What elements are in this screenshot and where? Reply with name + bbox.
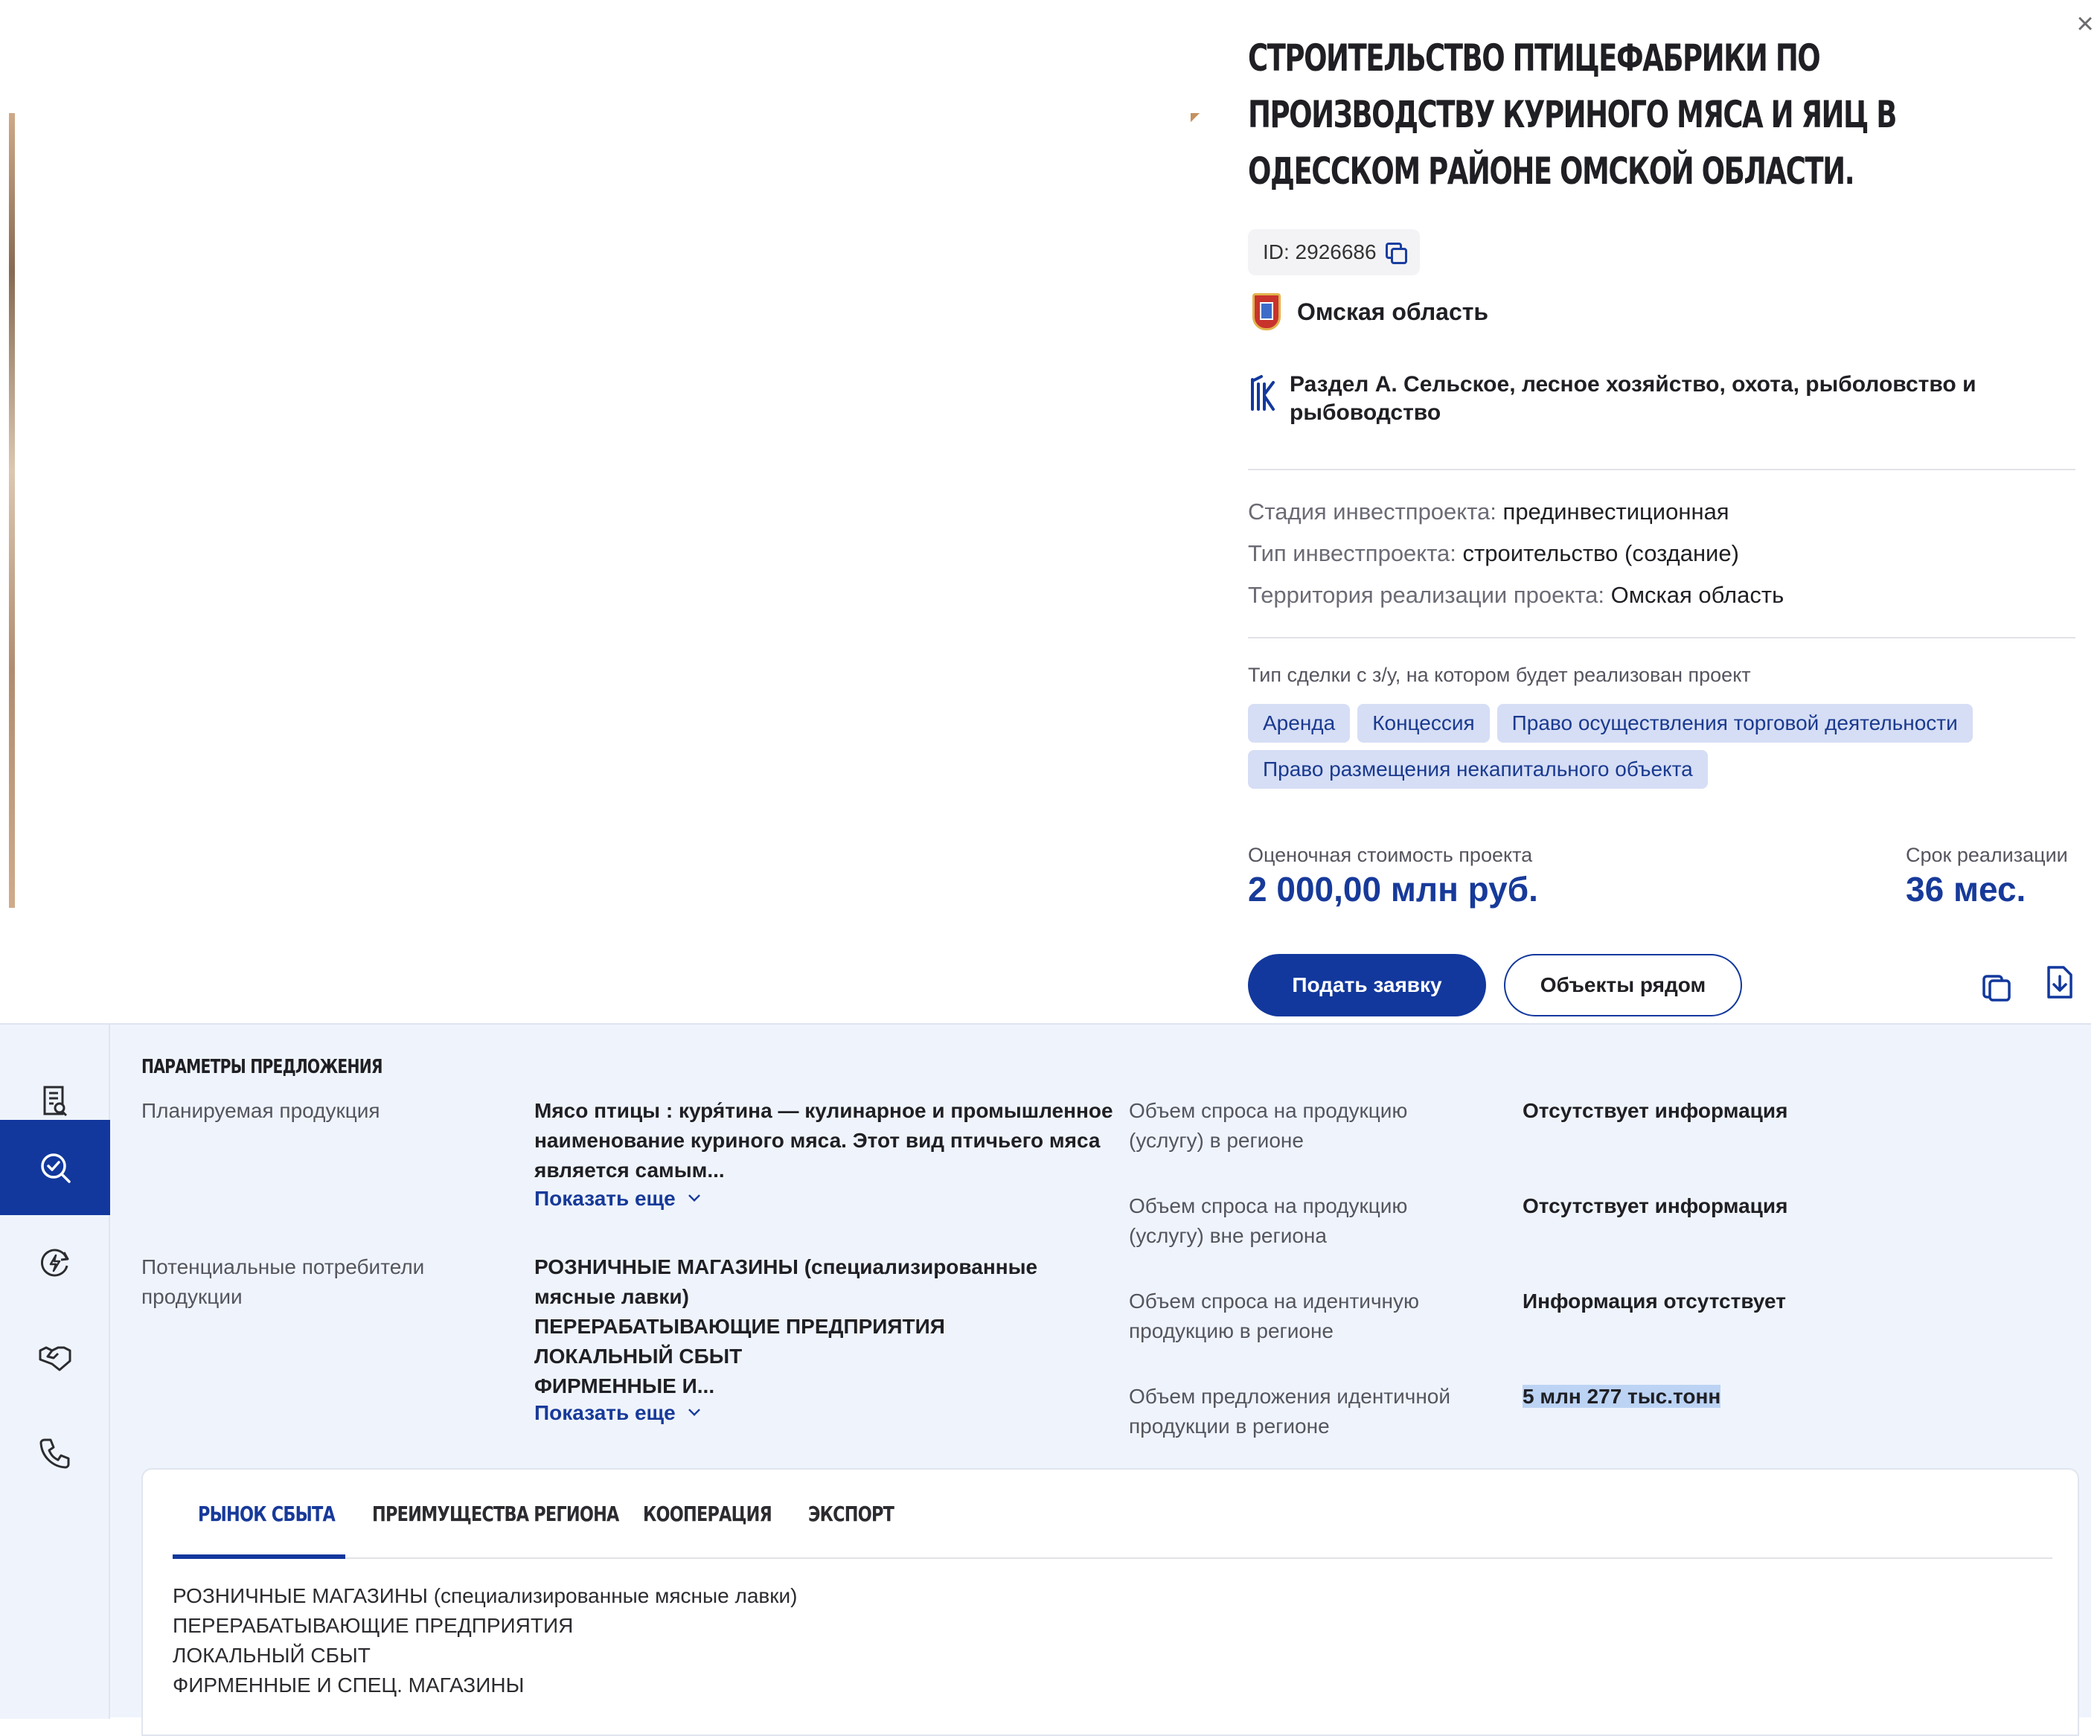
tab-market[interactable]: РЫНОК СБЫТА xyxy=(198,1502,336,1526)
deal-chip: Аренда xyxy=(1248,704,1350,743)
deal-chip: Концессия xyxy=(1357,704,1489,743)
tab-export[interactable]: ЭКСПОРТ xyxy=(808,1502,894,1526)
project-info xyxy=(1248,30,2075,996)
project-id-chip[interactable] xyxy=(1248,229,1420,275)
details-panel xyxy=(0,1023,2091,1717)
download-icon[interactable] xyxy=(2044,964,2074,1000)
supply-identical-value: 5 млн 277 тыс.тонн xyxy=(1523,1385,1721,1408)
attribute-stage: Стадия инвестпроекта: прединвестиционная xyxy=(1248,499,1729,525)
okved-section-text: Раздел А. Сельское, лесное хозяйство, охота, рыболовство и рыбоводство xyxy=(1290,372,1976,425)
deal-chip: Право размещения некапитального объекта xyxy=(1248,750,1708,789)
okved-section-row xyxy=(1248,371,2075,427)
chevron-down-icon xyxy=(688,1404,700,1416)
copy-icon[interactable] xyxy=(1981,969,2014,1002)
apply-button[interactable]: Подать заявку xyxy=(1248,954,1486,1016)
show-more-link[interactable]: Показать еще xyxy=(534,1187,700,1211)
term-value: 36 мес. xyxy=(1906,870,2026,909)
region-name: Омская область xyxy=(1297,298,1489,325)
sidebar-item-partners[interactable] xyxy=(0,1310,110,1406)
project-photo-corner xyxy=(1191,113,1200,122)
chevron-down-icon xyxy=(688,1190,700,1202)
document-search-icon xyxy=(37,1084,73,1120)
active-tab-underline xyxy=(173,1554,345,1559)
tabs xyxy=(173,1470,2052,1559)
demand-identical-value: Информация отсутствует xyxy=(1523,1290,1786,1313)
consumers-value: РОЗНИЧНЫЕ МАГАЗИНЫ (специализированные мясные лавки) ПЕРЕРАБАТЫВАЮЩИЕ ПРЕДПРИЯТИЯ ЛОКАЛЬНЫЙ СБЫТ ФИРМЕННЫЕ И... xyxy=(534,1255,1038,1397)
divider xyxy=(1248,469,2075,470)
show-more-link[interactable]: Показать еще xyxy=(534,1401,700,1425)
region-row xyxy=(1248,290,1488,333)
tabs-card xyxy=(141,1468,2079,1736)
attribute-type: Тип инвестпроекта: строительство (создание) xyxy=(1248,540,1739,566)
term-label: Срок реализации xyxy=(1906,844,2068,866)
nearby-objects-button[interactable]: Объекты рядом xyxy=(1504,954,1742,1016)
supply-identical-label: Объем предложения идентичной продукции в регионе xyxy=(1129,1385,1451,1438)
phone-icon xyxy=(37,1435,73,1471)
okved-section-icon xyxy=(1248,374,1278,414)
planned-product-value: Мясо птицы : куря́тина — кулинарное и промышленное наименование куриного мяса. Этот вид птичьего мяса является самым... xyxy=(534,1099,1113,1182)
consumers-label: Потенциальные потребители продукции xyxy=(141,1255,425,1308)
tab-content: РОЗНИЧНЫЕ МАГАЗИНЫ (специализированные мясные лавки) ПЕРЕРАБАТЫВАЮЩИЕ ПРЕДПРИЯТИЯ ЛОКАЛЬНЫЙ СБЫТ ФИРМЕННЫЕ И СПЕЦ. МАГАЗИНЫ xyxy=(173,1584,798,1697)
demand-identical-label: Объем спроса на идентичную продукцию в регионе xyxy=(1129,1290,1419,1342)
project-id: ID: 2926686 xyxy=(1263,240,1377,263)
close-icon[interactable]: × xyxy=(2076,7,2094,40)
params-title: ПАРАМЕТРЫ ПРЕДЛОЖЕНИЯ xyxy=(141,1056,382,1078)
deal-type-chips xyxy=(1248,704,2075,789)
cost-value: 2 000,00 млн руб. xyxy=(1248,870,1538,909)
attribute-territory: Территория реализации проекта: Омская область xyxy=(1248,582,1784,608)
project-title: СТРОИТЕЛЬСТВО ПТИЦЕФАБРИКИ ПО ПРОИЗВОДСТВУ КУРИНОГО МЯСА И ЯИЦ В ОДЕССКОМ РАЙОНЕ ОМСКОЙ ОБЛАСТИ. xyxy=(1248,36,1896,193)
demand-region-value: Отсутствует информация xyxy=(1523,1099,1788,1122)
refresh-energy-icon xyxy=(37,1245,73,1281)
tab-cooperation[interactable]: КООПЕРАЦИЯ xyxy=(643,1502,772,1526)
copy-icon[interactable] xyxy=(1386,243,1405,262)
project-image-area xyxy=(0,0,1228,1023)
demand-outside-label: Объем спроса на продукцию (услугу) вне региона xyxy=(1129,1194,1408,1247)
sidebar-item-contacts[interactable] xyxy=(0,1406,110,1501)
demand-region-label: Объем спроса на продукцию (услугу) в регионе xyxy=(1129,1099,1408,1152)
project-photo xyxy=(9,113,15,908)
sidebar xyxy=(0,1025,110,1719)
tab-region-advantages[interactable]: ПРЕИМУЩЕСТВА РЕГИОНА xyxy=(372,1502,619,1526)
sidebar-item-energy[interactable] xyxy=(0,1215,110,1310)
planned-product-label: Планируемая продукция xyxy=(141,1099,380,1122)
deal-type-label: Тип сделки с з/у, на котором будет реализован проект xyxy=(1248,664,1751,686)
cost-label: Оценочная стоимость проекта xyxy=(1248,844,1533,866)
deal-chip: Право осуществления торговой деятельности xyxy=(1497,704,1973,743)
divider xyxy=(1248,637,2075,638)
coat-of-arms-icon xyxy=(1248,290,1285,333)
handshake-icon xyxy=(37,1340,73,1376)
sidebar-item-search[interactable] xyxy=(0,1120,110,1215)
search-check-icon xyxy=(37,1150,73,1185)
demand-outside-value: Отсутствует информация xyxy=(1523,1194,1788,1217)
